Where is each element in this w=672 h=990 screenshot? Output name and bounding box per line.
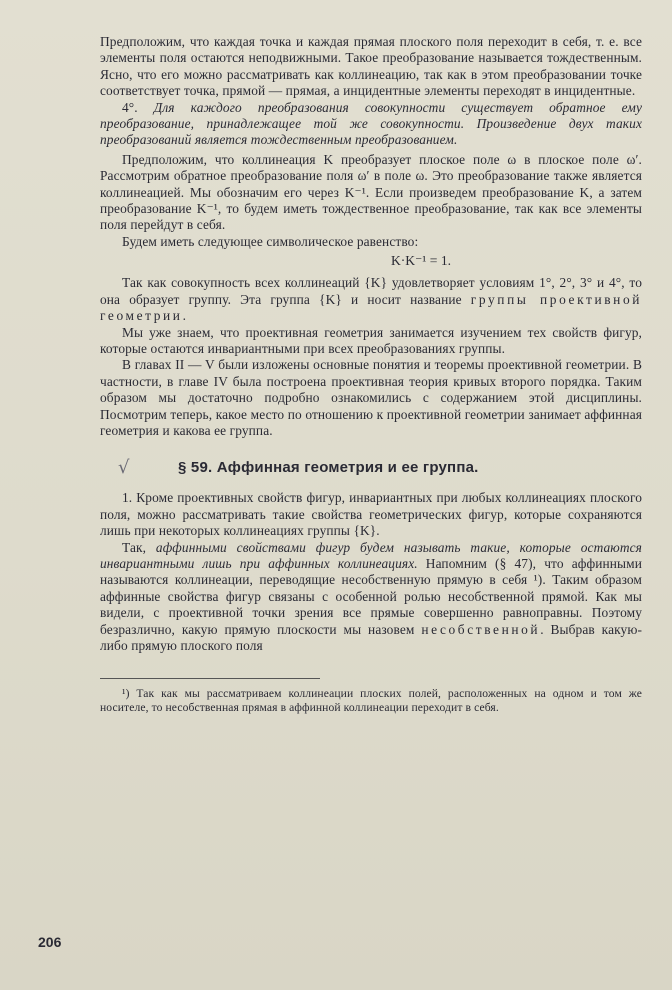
footnote-text: ¹) Так как мы рассматриваем коллинеации плоских полей, расположенных на одном и том же носителе, то несобственная прямая в аффинной коллинеации переходит в себя. [100, 687, 642, 715]
footnote-divider [100, 678, 320, 679]
page-number: 206 [38, 934, 62, 950]
affine-text-end: . Выбрав какую-либо прямую плоского поля [100, 621, 642, 653]
paragraph-identity-transform: Предположим, что каждая точка и каждая прямая плоского поля переходит в себя, т. е. все элементы поля остаются неподвижными. Такое преобразование называется тождественным. Ясно, что его можно рассматривать как коллинеацию, так как в этом преобразовании точке соответствует точка, прямой — прямая, а инцидентные элементы переходят в инцидентные. [100, 34, 642, 99]
paragraph-property-4 [100, 100, 642, 149]
paragraph-inverse-collineation: Предположим, что коллинеация K преобразует плоское поле ω в плоское поле ω′. Рассмотрим обратное преобразование поля ω′ в поле ω. Это преобразование также является коллинеацией. Мы обозначим его через K⁻¹. Если произведем преобразование K, а затем преобразование K⁻¹, то будем иметь тождественное преобразование, так как все элементы поля перейдут в себя. [100, 151, 642, 233]
footnote [100, 687, 642, 715]
section-heading [100, 457, 642, 478]
paragraph-symbolic-equality: Будем иметь следующее символическое равенство: [122, 233, 419, 249]
paragraph-chapters-summary: В главах II — V были изложены основные понятия и теоремы проективной геометрии. В частности, в главе IV была построена проективная теория кривых второго порядка. Таким образом мы достаточно подробно ознакомились с содержанием этой дисциплины. Посмотрим теперь, какое место по отношению к проективной геометрии занимает аффинная геометрия и какова ее группа. [100, 357, 642, 438]
group-text-start: Так как совокупность всех коллинеаций {K} удовлетворяет условиям 1°, 2°, 3° и 4°, то она образует группу. Эта группа {K} и носит название [100, 275, 642, 307]
property-number: 4°. [122, 99, 154, 115]
affine-definition-italic: аффинными свойствами фигур будем называть такие, которые остаются инвариантными лишь при аффинных коллинеациях. [100, 539, 642, 571]
paragraph-projective-study: Мы уже знаем, что проективная геометрия занимается изучением тех свойств фигур, которые остаются инвариантными при всех преобразованиях группы. [100, 324, 642, 356]
improper-word-spaced: несобственной [421, 621, 541, 637]
property-4-statement: Для каждого преобразования совокупности существует обратное ему преобразование, принадлежащее той же совокупности. Произведение двух таких преобразований является тождественным преобразованием. [100, 99, 642, 148]
group-name-spaced: группы проективной геометрии [100, 291, 643, 324]
affine-text-start: Так, [122, 539, 156, 555]
paragraph-group-k [100, 275, 642, 324]
paragraph-affine-definition [100, 540, 642, 655]
equation-inverse: K·K⁻¹ = 1. [390, 253, 452, 269]
affine-text-middle: Напомним (§ 47), что аффинными называются коллинеации, переводящие несобственную прямую в себя ¹). Таким образом аффинные свойства фигур связаны с особенной ролью несобственной прямой. Как мы видели, с проективной точки зрения все прямые совершенно равноправны. Поэтому безразлично, какую прямую плоскости мы назовем [100, 555, 642, 637]
section-title: § 59. Аффинная геометрия и ее группа. [178, 459, 479, 477]
group-text-end: . [182, 308, 187, 324]
checkmark-icon: √ [118, 457, 130, 479]
paragraph-point-1: 1. Кроме проективных свойств фигур, инвариантных при любых коллинеациях плоского поля, можно рассматривать такие свойства геометрических фигур, которые сохраняются лишь при некоторых коллинеациях группы {K}. [100, 490, 642, 539]
